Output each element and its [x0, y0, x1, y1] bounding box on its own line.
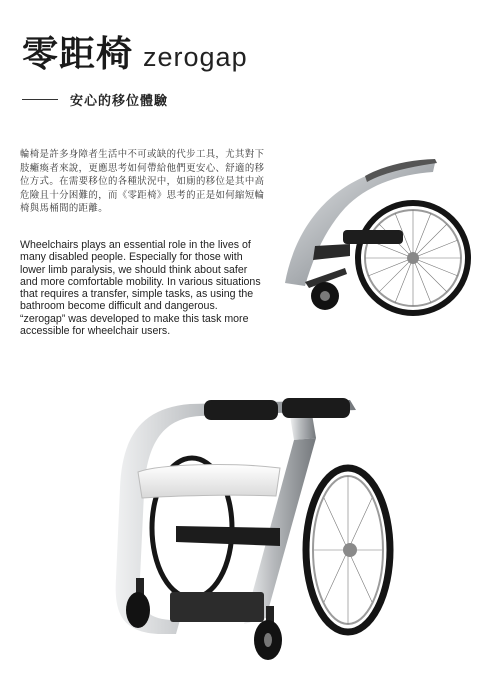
paragraph-english: Wheelchairs plays an essential role in the lives of many disabled people. Especially for those with lower limb paralysis, we should think about safer and more comfortable mobility. In various situations that requires a transfer, simple tasks, as using the bathroom become difficult and dangerous. “zerogap” was developed to make this task more accessible for wheelchair users.	[20, 239, 261, 338]
paragraph-chinese: 輪椅是許多身障者生活中不可或缺的代步工具，尤其對下肢癱瘓者來說，更應思考如何帶給他們更安心、舒適的移位方式。在需要移位的各種狀況中，如廁的移位是其中高危險且十分困難的，而《零距椅》思考的正是如何縮短輪椅與馬桶間的距離。	[20, 149, 265, 215]
subtitle-divider	[22, 99, 58, 100]
title-english: zerogap	[143, 42, 248, 72]
page-title	[22, 26, 248, 77]
rear-wheel	[358, 203, 468, 313]
front-caster	[311, 282, 339, 310]
wheelchair-front-view-image	[80, 378, 400, 678]
wheelchair-side-view-image	[275, 148, 475, 318]
subtitle-row	[22, 90, 168, 109]
seat	[138, 465, 280, 498]
title-chinese: 零距椅	[22, 34, 134, 75]
rear-right-wheel	[306, 468, 390, 632]
subtitle: 安心的移位體驗	[70, 94, 169, 109]
